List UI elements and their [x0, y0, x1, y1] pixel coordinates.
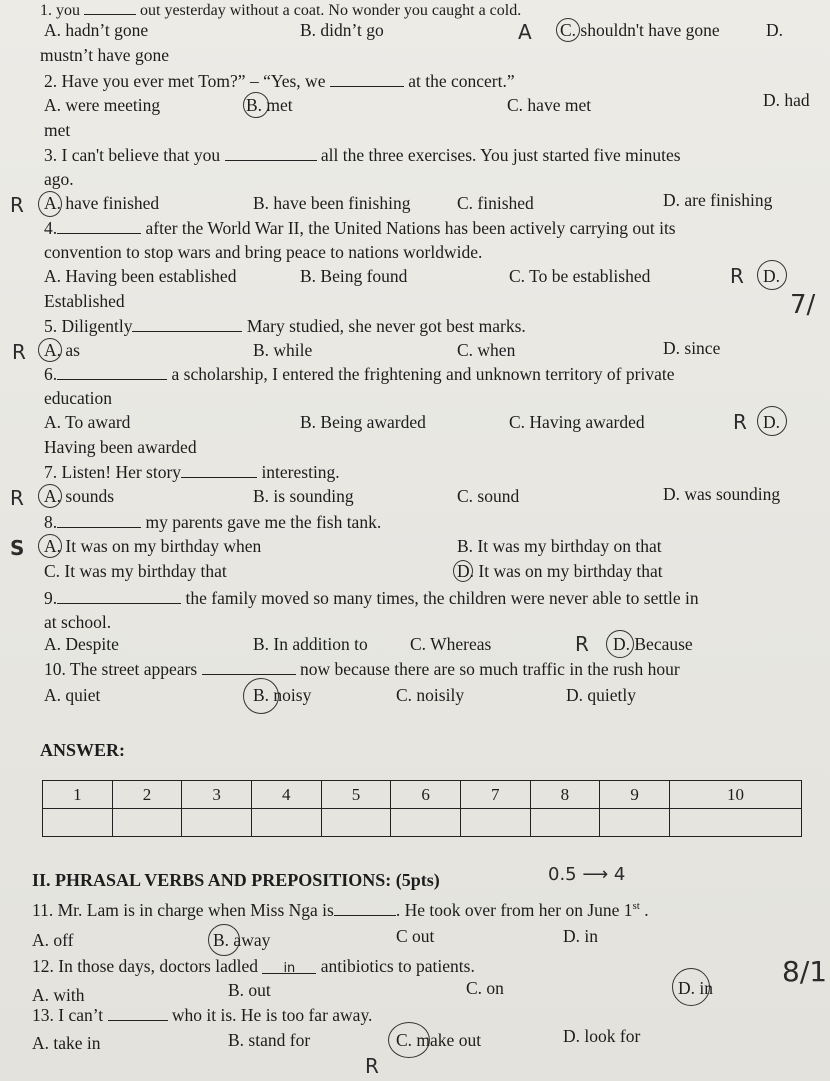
q12-option-d: D. in	[678, 978, 713, 998]
answer-cell[interactable]	[321, 809, 391, 837]
answer-cell[interactable]	[251, 809, 321, 837]
q6-option-b: B. Being awarded	[300, 412, 426, 432]
q11-option-d: D. in	[563, 926, 598, 946]
q1-handwritten-mark: A	[518, 20, 532, 44]
q6-stem: 6. a scholarship, I entered the frightening and unknown territory of private	[44, 364, 675, 384]
q2-option-d-continued: met	[44, 120, 71, 140]
q11-option-b: B. away	[213, 930, 271, 950]
answer-cell[interactable]	[600, 809, 670, 837]
answer-header-cell: 1	[43, 781, 113, 809]
q8-option-d: D. It was on my birthday that	[457, 561, 663, 581]
section2-handwritten-note: 0.5 ⟶ 4	[548, 864, 626, 885]
q8-option-b: B. It was my birthday on that	[457, 536, 662, 556]
q10-option-b: B. noisy	[253, 685, 312, 705]
q7-option-c: C. sound	[457, 486, 520, 506]
answer-header-cell: 7	[460, 781, 530, 809]
q12-stem: 12. In those days, doctors ladled in antibiotics to patients.	[32, 956, 475, 976]
answer-cell[interactable]	[43, 809, 113, 837]
q5-stem: 5. Diligently Mary studied, she never got best marks.	[44, 316, 526, 336]
q9-continued: at school.	[44, 612, 112, 632]
q6-option-a: A. To award	[44, 412, 131, 432]
q4-continued: convention to stop wars and bring peace to nations worldwide.	[44, 242, 483, 262]
q5-handwritten-mark: R	[12, 340, 26, 364]
q5-side-note: 7/	[790, 290, 816, 320]
answer-header-cell: 8	[530, 781, 600, 809]
answer-cell[interactable]	[530, 809, 600, 837]
answer-cell[interactable]	[460, 809, 530, 837]
answer-header-row	[43, 781, 802, 809]
q1-option-c: C. shouldn't have gone	[560, 20, 720, 40]
q1-option-a: A. hadn’t gone	[44, 20, 149, 40]
q5-option-c: C. when	[457, 340, 516, 360]
q8-option-c: C. It was my birthday that	[44, 561, 227, 581]
q3-option-c: C. finished	[457, 193, 534, 213]
q6-option-d: D.	[763, 412, 781, 432]
answer-header-cell: 9	[600, 781, 670, 809]
q6-option-d-continued: Having been awarded	[44, 437, 197, 457]
q7-option-a: A. sounds	[44, 486, 115, 506]
q4-option-d: D.	[763, 266, 781, 286]
q4-option-b: B. Being found	[300, 266, 408, 286]
q5-option-a: A. as	[44, 340, 80, 360]
q11-option-c: C out	[396, 926, 435, 946]
q3-option-a: A. have finished	[44, 193, 160, 213]
q5-option-d: D. since	[663, 338, 721, 358]
q13-option-c: C. make out	[396, 1030, 482, 1050]
q7-option-b: B. is sounding	[253, 486, 354, 506]
q8-handwritten-mark: S	[10, 536, 25, 560]
q2-option-b: B. met	[246, 95, 293, 115]
q6-continued: education	[44, 388, 113, 408]
q5-option-b: B. while	[253, 340, 313, 360]
q13-option-d: D. look for	[563, 1026, 641, 1046]
answer-header-cell: 3	[182, 781, 252, 809]
q3-stem: 3. I can't believe that you all the three exercises. You just started five minutes	[44, 145, 681, 165]
q3-handwritten-mark: R	[10, 193, 24, 217]
q8-stem: 8. my parents gave me the fish tank.	[44, 512, 382, 532]
answer-header-cell: 6	[391, 781, 461, 809]
q9-option-b: B. In addition to	[253, 634, 368, 654]
q9-option-c: C. Whereas	[410, 634, 492, 654]
q13-stem: 13. I can’t who it is. He is too far away.	[32, 1005, 373, 1025]
q12-option-b: B. out	[228, 980, 271, 1000]
q4-option-d-continued: Established	[44, 291, 125, 311]
q7-handwritten-mark: R	[10, 486, 24, 510]
q4-handwritten-mark: R	[730, 264, 744, 288]
q6-handwritten-mark: R	[733, 410, 747, 434]
q13-option-b: B. stand for	[228, 1030, 311, 1050]
q13-handwritten-mark: R	[365, 1054, 379, 1078]
q12-side-note: 8/1	[782, 955, 828, 988]
q10-option-a: A. quiet	[44, 685, 101, 705]
q12-option-c: C. on	[466, 978, 504, 998]
q4-stem: 4. after the World War II, the United Nations has been actively carrying out its	[44, 218, 676, 238]
answer-label: ANSWER:	[40, 740, 126, 760]
q11-stem: 11. Mr. Lam is in charge when Miss Nga is . He took over from her on June 1st .	[32, 899, 649, 920]
answer-input-row	[43, 809, 802, 837]
q1-option-b: B. didn’t go	[300, 20, 384, 40]
q6-option-c: C. Having awarded	[509, 412, 645, 432]
q9-option-d: D. Because	[613, 634, 693, 654]
q13-option-a: A. take in	[32, 1033, 101, 1053]
q2-option-d: D. had	[763, 90, 810, 110]
q7-stem: 7. Listen! Her story interesting.	[44, 462, 340, 482]
answer-header-cell: 2	[112, 781, 182, 809]
q1-option-d-continued: mustn’t have gone	[40, 45, 169, 65]
q9-handwritten-mark: R	[575, 632, 589, 656]
q1-option-d: D.	[766, 20, 784, 40]
q3-continued: ago.	[44, 169, 74, 189]
q2-stem: 2. Have you ever met Tom?” – “Yes, we at the concert.”	[44, 71, 515, 91]
q4-option-a: A. Having been established	[44, 266, 237, 286]
q10-option-d: D. quietly	[566, 685, 636, 705]
q4-option-c: C. To be established	[509, 266, 651, 286]
answer-header-cell: 5	[321, 781, 391, 809]
answer-cell[interactable]	[669, 809, 801, 837]
answer-header-cell: 4	[251, 781, 321, 809]
answer-cell[interactable]	[391, 809, 461, 837]
q12-option-a: A. with	[32, 985, 85, 1005]
section2-title: II. PHRASAL VERBS AND PREPOSITIONS: (5pts)	[32, 870, 440, 890]
q3-option-b: B. have been finishing	[253, 193, 411, 213]
q9-stem: 9. the family moved so many times, the children were never able to settle in	[44, 588, 699, 608]
answer-cell[interactable]	[182, 809, 252, 837]
answer-table	[42, 780, 802, 837]
answer-header-cell: 10	[669, 781, 801, 809]
q9-option-a: A. Despite	[44, 634, 119, 654]
q1-stem: 1. you out yesterday without a coat. No wonder you caught a cold.	[40, 2, 522, 19]
q3-option-d: D. are finishing	[663, 190, 773, 210]
q10-stem: 10. The street appears now because there are so much traffic in the rush hour	[44, 659, 680, 679]
q2-option-a: A. were meeting	[44, 95, 161, 115]
q2-option-c: C. have met	[507, 95, 592, 115]
q8-option-a: A. It was on my birthday when	[44, 536, 262, 556]
answer-cell[interactable]	[112, 809, 182, 837]
q11-option-a: A. off	[32, 930, 74, 950]
q10-option-c: C. noisily	[396, 685, 465, 705]
q7-option-d: D. was sounding	[663, 484, 781, 504]
